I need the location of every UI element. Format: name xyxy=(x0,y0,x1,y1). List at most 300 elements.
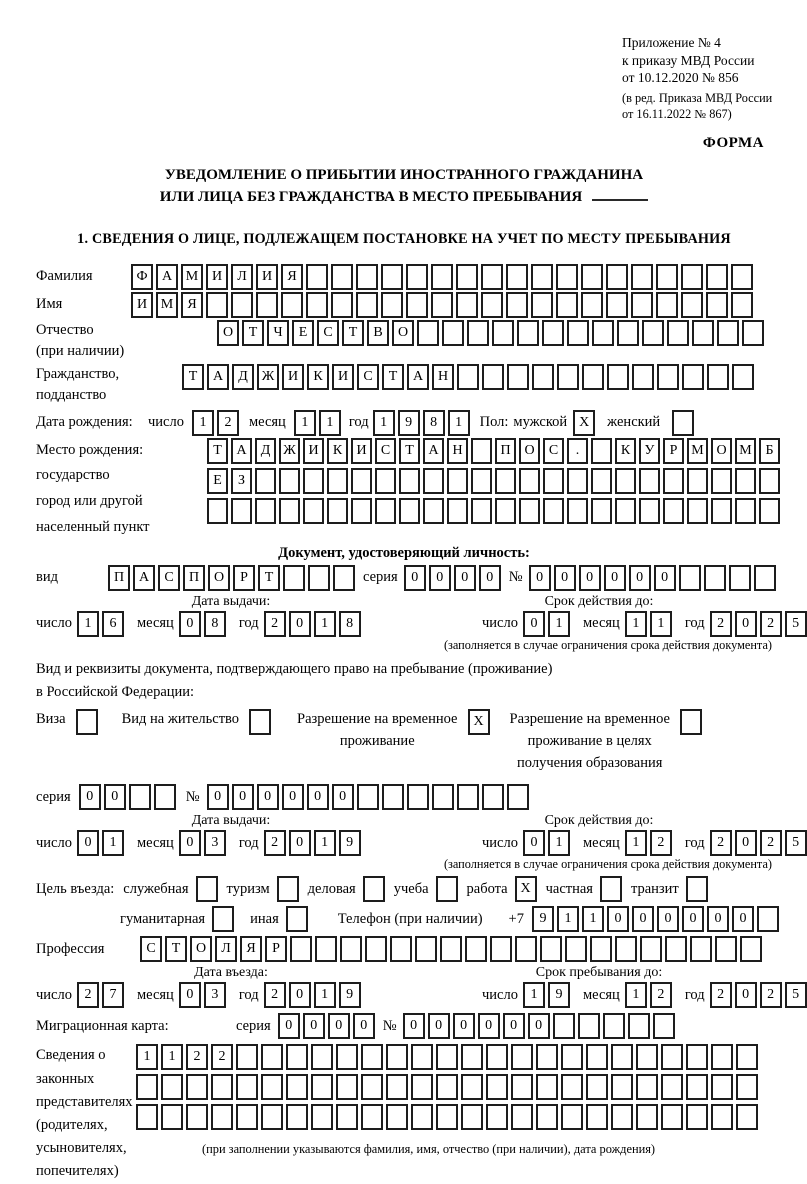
char-cell[interactable]: 1 xyxy=(314,982,336,1008)
guardians-cells-1[interactable] xyxy=(136,1044,758,1070)
char-cell[interactable] xyxy=(681,264,703,290)
char-cell[interactable] xyxy=(586,1104,608,1130)
char-cell[interactable] xyxy=(436,1044,458,1070)
char-cell[interactable] xyxy=(336,1074,358,1100)
char-cell[interactable]: 0 xyxy=(503,1013,525,1039)
purpose-official-checkbox[interactable] xyxy=(196,876,218,902)
char-cell[interactable] xyxy=(507,784,529,810)
char-cell[interactable]: 1 xyxy=(102,830,124,856)
char-cell[interactable] xyxy=(308,565,330,591)
char-cell[interactable] xyxy=(507,364,529,390)
identity-number-cells[interactable] xyxy=(529,565,776,591)
char-cell[interactable] xyxy=(661,1104,683,1130)
char-cell[interactable] xyxy=(586,1044,608,1070)
char-cell[interactable]: Ф xyxy=(131,264,153,290)
char-cell[interactable] xyxy=(567,320,589,346)
char-cell[interactable] xyxy=(711,468,732,494)
residence-issue-day-cells[interactable] xyxy=(77,830,124,856)
char-cell[interactable] xyxy=(467,320,489,346)
char-cell[interactable]: Б xyxy=(759,438,780,464)
char-cell[interactable] xyxy=(136,1104,158,1130)
identity-issue-year-cells[interactable] xyxy=(264,611,361,637)
char-cell[interactable] xyxy=(482,364,504,390)
char-cell[interactable] xyxy=(519,468,540,494)
char-cell[interactable] xyxy=(543,498,564,524)
char-cell[interactable]: Я xyxy=(281,264,303,290)
residence-permit-checkbox[interactable] xyxy=(249,709,271,735)
char-cell[interactable] xyxy=(495,468,516,494)
char-cell[interactable]: П xyxy=(183,565,205,591)
char-cell[interactable]: 0 xyxy=(303,1013,325,1039)
char-cell[interactable] xyxy=(211,1104,233,1130)
char-cell[interactable] xyxy=(306,264,328,290)
purpose-study-checkbox[interactable] xyxy=(436,876,458,902)
birth-year-cells[interactable] xyxy=(373,410,470,436)
char-cell[interactable]: 0 xyxy=(479,565,501,591)
char-cell[interactable] xyxy=(440,936,462,962)
char-cell[interactable] xyxy=(735,498,756,524)
char-cell[interactable]: А xyxy=(423,438,444,464)
char-cell[interactable]: 1 xyxy=(373,410,395,436)
char-cell[interactable]: 1 xyxy=(77,611,99,637)
char-cell[interactable]: 1 xyxy=(650,611,672,637)
stay-year-cells[interactable] xyxy=(710,982,807,1008)
char-cell[interactable] xyxy=(636,1104,658,1130)
temp-residence-checkbox[interactable]: X xyxy=(468,709,490,735)
char-cell[interactable] xyxy=(236,1104,258,1130)
char-cell[interactable] xyxy=(256,292,278,318)
char-cell[interactable] xyxy=(492,320,514,346)
char-cell[interactable] xyxy=(261,1104,283,1130)
char-cell[interactable]: Т xyxy=(182,364,204,390)
char-cell[interactable] xyxy=(315,936,337,962)
purpose-private-checkbox[interactable] xyxy=(600,876,622,902)
char-cell[interactable] xyxy=(336,1044,358,1070)
char-cell[interactable] xyxy=(506,264,528,290)
char-cell[interactable]: 9 xyxy=(532,906,554,932)
citizenship-cells[interactable] xyxy=(182,364,754,390)
char-cell[interactable]: А xyxy=(133,565,155,591)
char-cell[interactable]: Т xyxy=(382,364,404,390)
char-cell[interactable]: К xyxy=(327,438,348,464)
char-cell[interactable] xyxy=(311,1044,333,1070)
char-cell[interactable] xyxy=(731,292,753,318)
guardians-cells-3[interactable] xyxy=(136,1104,758,1130)
char-cell[interactable] xyxy=(382,784,404,810)
identity-issue-month-cells[interactable] xyxy=(179,611,226,637)
char-cell[interactable] xyxy=(711,1074,733,1100)
char-cell[interactable]: 8 xyxy=(339,611,361,637)
char-cell[interactable]: Е xyxy=(207,468,228,494)
char-cell[interactable] xyxy=(407,784,429,810)
char-cell[interactable]: С xyxy=(158,565,180,591)
char-cell[interactable] xyxy=(423,468,444,494)
char-cell[interactable]: А xyxy=(231,438,252,464)
char-cell[interactable] xyxy=(736,1074,758,1100)
char-cell[interactable] xyxy=(281,292,303,318)
char-cell[interactable] xyxy=(639,468,660,494)
char-cell[interactable]: 2 xyxy=(211,1044,233,1070)
entry-day-cells[interactable] xyxy=(77,982,124,1008)
char-cell[interactable] xyxy=(542,320,564,346)
char-cell[interactable]: Л xyxy=(215,936,237,962)
char-cell[interactable] xyxy=(465,936,487,962)
char-cell[interactable] xyxy=(386,1104,408,1130)
char-cell[interactable]: 0 xyxy=(454,565,476,591)
birth-place-cells-1[interactable] xyxy=(207,438,780,464)
char-cell[interactable] xyxy=(581,292,603,318)
char-cell[interactable]: М xyxy=(687,438,708,464)
char-cell[interactable]: 0 xyxy=(353,1013,375,1039)
char-cell[interactable]: 0 xyxy=(629,565,651,591)
char-cell[interactable] xyxy=(279,468,300,494)
char-cell[interactable]: 3 xyxy=(204,830,226,856)
guardians-cells-2[interactable] xyxy=(136,1074,758,1100)
char-cell[interactable] xyxy=(481,292,503,318)
char-cell[interactable] xyxy=(471,498,492,524)
char-cell[interactable] xyxy=(591,468,612,494)
char-cell[interactable] xyxy=(481,264,503,290)
char-cell[interactable] xyxy=(255,468,276,494)
char-cell[interactable] xyxy=(136,1074,158,1100)
char-cell[interactable] xyxy=(704,565,726,591)
char-cell[interactable] xyxy=(447,468,468,494)
char-cell[interactable]: 1 xyxy=(582,906,604,932)
char-cell[interactable]: 9 xyxy=(339,982,361,1008)
char-cell[interactable]: 0 xyxy=(607,906,629,932)
char-cell[interactable] xyxy=(715,936,737,962)
char-cell[interactable]: М xyxy=(181,264,203,290)
char-cell[interactable] xyxy=(711,1044,733,1070)
char-cell[interactable]: 0 xyxy=(332,784,354,810)
char-cell[interactable] xyxy=(686,1104,708,1130)
char-cell[interactable]: 0 xyxy=(604,565,626,591)
char-cell[interactable]: 1 xyxy=(448,410,470,436)
purpose-transit-checkbox[interactable] xyxy=(686,876,708,902)
char-cell[interactable]: А xyxy=(207,364,229,390)
char-cell[interactable] xyxy=(255,498,276,524)
char-cell[interactable] xyxy=(340,936,362,962)
char-cell[interactable] xyxy=(417,320,439,346)
migration-number-cells[interactable] xyxy=(403,1013,675,1039)
identity-type-cells[interactable] xyxy=(108,565,355,591)
char-cell[interactable]: 1 xyxy=(557,906,579,932)
char-cell[interactable] xyxy=(336,1104,358,1130)
char-cell[interactable]: 2 xyxy=(760,982,782,1008)
char-cell[interactable]: 0 xyxy=(207,784,229,810)
char-cell[interactable] xyxy=(457,784,479,810)
entry-year-cells[interactable] xyxy=(264,982,361,1008)
char-cell[interactable] xyxy=(532,364,554,390)
char-cell[interactable] xyxy=(611,1074,633,1100)
char-cell[interactable]: Я xyxy=(181,292,203,318)
char-cell[interactable]: 0 xyxy=(453,1013,475,1039)
char-cell[interactable]: Д xyxy=(255,438,276,464)
char-cell[interactable]: 0 xyxy=(735,830,757,856)
char-cell[interactable] xyxy=(657,364,679,390)
char-cell[interactable] xyxy=(386,1044,408,1070)
char-cell[interactable]: 1 xyxy=(294,410,316,436)
char-cell[interactable] xyxy=(617,320,639,346)
char-cell[interactable] xyxy=(286,1074,308,1100)
char-cell[interactable]: 2 xyxy=(710,830,732,856)
char-cell[interactable] xyxy=(333,565,355,591)
char-cell[interactable] xyxy=(556,292,578,318)
char-cell[interactable]: М xyxy=(156,292,178,318)
identity-expiry-month-cells[interactable] xyxy=(625,611,672,637)
char-cell[interactable] xyxy=(511,1044,533,1070)
birth-day-cells[interactable] xyxy=(192,410,239,436)
char-cell[interactable] xyxy=(615,936,637,962)
char-cell[interactable] xyxy=(331,264,353,290)
char-cell[interactable]: Я xyxy=(240,936,262,962)
char-cell[interactable] xyxy=(406,264,428,290)
char-cell[interactable]: 1 xyxy=(625,830,647,856)
char-cell[interactable] xyxy=(486,1044,508,1070)
char-cell[interactable] xyxy=(628,1013,650,1039)
char-cell[interactable] xyxy=(686,1074,708,1100)
char-cell[interactable] xyxy=(742,320,764,346)
char-cell[interactable] xyxy=(603,1013,625,1039)
char-cell[interactable]: 1 xyxy=(192,410,214,436)
char-cell[interactable] xyxy=(231,292,253,318)
char-cell[interactable] xyxy=(690,936,712,962)
char-cell[interactable] xyxy=(759,498,780,524)
char-cell[interactable]: 0 xyxy=(579,565,601,591)
char-cell[interactable]: 1 xyxy=(548,611,570,637)
char-cell[interactable] xyxy=(129,784,151,810)
char-cell[interactable] xyxy=(757,906,779,932)
identity-expiry-day-cells[interactable] xyxy=(523,611,570,637)
char-cell[interactable] xyxy=(471,468,492,494)
char-cell[interactable]: О xyxy=(519,438,540,464)
birth-place-cells-2[interactable] xyxy=(207,468,780,494)
char-cell[interactable]: 0 xyxy=(523,830,545,856)
char-cell[interactable] xyxy=(656,264,678,290)
char-cell[interactable] xyxy=(511,1074,533,1100)
char-cell[interactable] xyxy=(490,936,512,962)
char-cell[interactable] xyxy=(457,364,479,390)
char-cell[interactable]: Р xyxy=(233,565,255,591)
char-cell[interactable]: 9 xyxy=(339,830,361,856)
char-cell[interactable]: Н xyxy=(432,364,454,390)
char-cell[interactable]: П xyxy=(108,565,130,591)
char-cell[interactable] xyxy=(361,1044,383,1070)
char-cell[interactable]: Т xyxy=(242,320,264,346)
char-cell[interactable] xyxy=(365,936,387,962)
char-cell[interactable] xyxy=(207,498,228,524)
char-cell[interactable]: П xyxy=(495,438,516,464)
char-cell[interactable] xyxy=(461,1104,483,1130)
char-cell[interactable]: Ч xyxy=(267,320,289,346)
char-cell[interactable]: Л xyxy=(231,264,253,290)
char-cell[interactable]: 0 xyxy=(278,1013,300,1039)
char-cell[interactable]: 5 xyxy=(785,830,807,856)
char-cell[interactable]: Д xyxy=(232,364,254,390)
char-cell[interactable]: 0 xyxy=(79,784,101,810)
char-cell[interactable] xyxy=(631,264,653,290)
identity-issue-day-cells[interactable] xyxy=(77,611,124,637)
char-cell[interactable]: 0 xyxy=(282,784,304,810)
char-cell[interactable]: О xyxy=(392,320,414,346)
char-cell[interactable] xyxy=(731,264,753,290)
char-cell[interactable] xyxy=(442,320,464,346)
char-cell[interactable]: И xyxy=(332,364,354,390)
char-cell[interactable]: 0 xyxy=(529,565,551,591)
char-cell[interactable] xyxy=(543,468,564,494)
char-cell[interactable] xyxy=(431,264,453,290)
char-cell[interactable]: 0 xyxy=(257,784,279,810)
char-cell[interactable] xyxy=(461,1044,483,1070)
char-cell[interactable] xyxy=(592,320,614,346)
char-cell[interactable] xyxy=(290,936,312,962)
char-cell[interactable]: В xyxy=(367,320,389,346)
char-cell[interactable]: 0 xyxy=(732,906,754,932)
char-cell[interactable] xyxy=(361,1104,383,1130)
char-cell[interactable] xyxy=(567,498,588,524)
char-cell[interactable] xyxy=(303,468,324,494)
char-cell[interactable]: С xyxy=(317,320,339,346)
char-cell[interactable] xyxy=(411,1104,433,1130)
char-cell[interactable] xyxy=(311,1104,333,1130)
char-cell[interactable] xyxy=(711,1104,733,1130)
char-cell[interactable]: 0 xyxy=(403,1013,425,1039)
char-cell[interactable] xyxy=(161,1104,183,1130)
char-cell[interactable]: 2 xyxy=(264,982,286,1008)
profession-cells[interactable] xyxy=(140,936,762,962)
char-cell[interactable]: 0 xyxy=(404,565,426,591)
char-cell[interactable]: 0 xyxy=(428,1013,450,1039)
char-cell[interactable]: 2 xyxy=(77,982,99,1008)
char-cell[interactable]: 0 xyxy=(289,982,311,1008)
char-cell[interactable] xyxy=(615,498,636,524)
char-cell[interactable]: 1 xyxy=(523,982,545,1008)
char-cell[interactable] xyxy=(536,1044,558,1070)
char-cell[interactable]: 2 xyxy=(710,982,732,1008)
char-cell[interactable] xyxy=(511,1104,533,1130)
char-cell[interactable] xyxy=(327,468,348,494)
identity-expiry-year-cells[interactable] xyxy=(710,611,807,637)
char-cell[interactable]: 1 xyxy=(161,1044,183,1070)
char-cell[interactable] xyxy=(557,364,579,390)
char-cell[interactable]: Ж xyxy=(279,438,300,464)
char-cell[interactable] xyxy=(736,1044,758,1070)
char-cell[interactable] xyxy=(736,1104,758,1130)
char-cell[interactable]: У xyxy=(639,438,660,464)
char-cell[interactable] xyxy=(399,468,420,494)
char-cell[interactable]: М xyxy=(735,438,756,464)
purpose-other-checkbox[interactable] xyxy=(286,906,308,932)
char-cell[interactable] xyxy=(540,936,562,962)
char-cell[interactable] xyxy=(432,784,454,810)
char-cell[interactable]: 5 xyxy=(785,982,807,1008)
char-cell[interactable] xyxy=(740,936,762,962)
char-cell[interactable] xyxy=(154,784,176,810)
char-cell[interactable] xyxy=(411,1044,433,1070)
char-cell[interactable] xyxy=(663,498,684,524)
char-cell[interactable] xyxy=(681,292,703,318)
char-cell[interactable]: А xyxy=(407,364,429,390)
char-cell[interactable] xyxy=(561,1104,583,1130)
char-cell[interactable]: 8 xyxy=(204,611,226,637)
char-cell[interactable]: 0 xyxy=(429,565,451,591)
char-cell[interactable]: 8 xyxy=(423,410,445,436)
char-cell[interactable] xyxy=(661,1044,683,1070)
char-cell[interactable] xyxy=(692,320,714,346)
residence-issue-year-cells[interactable] xyxy=(264,830,361,856)
char-cell[interactable]: 2 xyxy=(650,830,672,856)
char-cell[interactable]: 1 xyxy=(314,830,336,856)
char-cell[interactable] xyxy=(590,936,612,962)
char-cell[interactable] xyxy=(436,1104,458,1130)
char-cell[interactable]: Т xyxy=(165,936,187,962)
char-cell[interactable]: 0 xyxy=(179,611,201,637)
char-cell[interactable]: 6 xyxy=(102,611,124,637)
char-cell[interactable]: З xyxy=(231,468,252,494)
char-cell[interactable]: 0 xyxy=(707,906,729,932)
char-cell[interactable] xyxy=(386,1074,408,1100)
char-cell[interactable] xyxy=(411,1074,433,1100)
char-cell[interactable]: 0 xyxy=(307,784,329,810)
char-cell[interactable] xyxy=(631,292,653,318)
char-cell[interactable]: 0 xyxy=(682,906,704,932)
char-cell[interactable] xyxy=(759,468,780,494)
stay-day-cells[interactable] xyxy=(523,982,570,1008)
char-cell[interactable]: 9 xyxy=(548,982,570,1008)
char-cell[interactable] xyxy=(357,784,379,810)
char-cell[interactable] xyxy=(582,364,604,390)
char-cell[interactable]: 2 xyxy=(264,611,286,637)
char-cell[interactable]: 1 xyxy=(314,611,336,637)
char-cell[interactable]: С xyxy=(357,364,379,390)
residence-expiry-year-cells[interactable] xyxy=(710,830,807,856)
char-cell[interactable] xyxy=(381,292,403,318)
char-cell[interactable] xyxy=(351,498,372,524)
char-cell[interactable] xyxy=(686,1044,708,1070)
char-cell[interactable]: 0 xyxy=(735,611,757,637)
char-cell[interactable] xyxy=(261,1074,283,1100)
char-cell[interactable]: Т xyxy=(207,438,228,464)
char-cell[interactable]: Н xyxy=(447,438,468,464)
char-cell[interactable] xyxy=(519,498,540,524)
residence-series-cells[interactable] xyxy=(79,784,176,810)
char-cell[interactable]: 5 xyxy=(785,611,807,637)
char-cell[interactable] xyxy=(682,364,704,390)
purpose-tourism-checkbox[interactable] xyxy=(277,876,299,902)
stay-month-cells[interactable] xyxy=(625,982,672,1008)
residence-expiry-month-cells[interactable] xyxy=(625,830,672,856)
char-cell[interactable] xyxy=(471,438,492,464)
char-cell[interactable] xyxy=(565,936,587,962)
residence-number-cells[interactable] xyxy=(207,784,529,810)
char-cell[interactable] xyxy=(381,264,403,290)
char-cell[interactable] xyxy=(679,565,701,591)
char-cell[interactable]: 1 xyxy=(625,611,647,637)
char-cell[interactable] xyxy=(536,1074,558,1100)
purpose-humanitarian-checkbox[interactable] xyxy=(212,906,234,932)
char-cell[interactable]: 0 xyxy=(657,906,679,932)
char-cell[interactable]: 2 xyxy=(760,611,782,637)
char-cell[interactable] xyxy=(536,1104,558,1130)
char-cell[interactable] xyxy=(286,1044,308,1070)
char-cell[interactable] xyxy=(632,364,654,390)
char-cell[interactable]: Р xyxy=(663,438,684,464)
char-cell[interactable] xyxy=(581,264,603,290)
char-cell[interactable] xyxy=(707,364,729,390)
char-cell[interactable]: 0 xyxy=(523,611,545,637)
char-cell[interactable]: 3 xyxy=(204,982,226,1008)
char-cell[interactable]: И xyxy=(282,364,304,390)
